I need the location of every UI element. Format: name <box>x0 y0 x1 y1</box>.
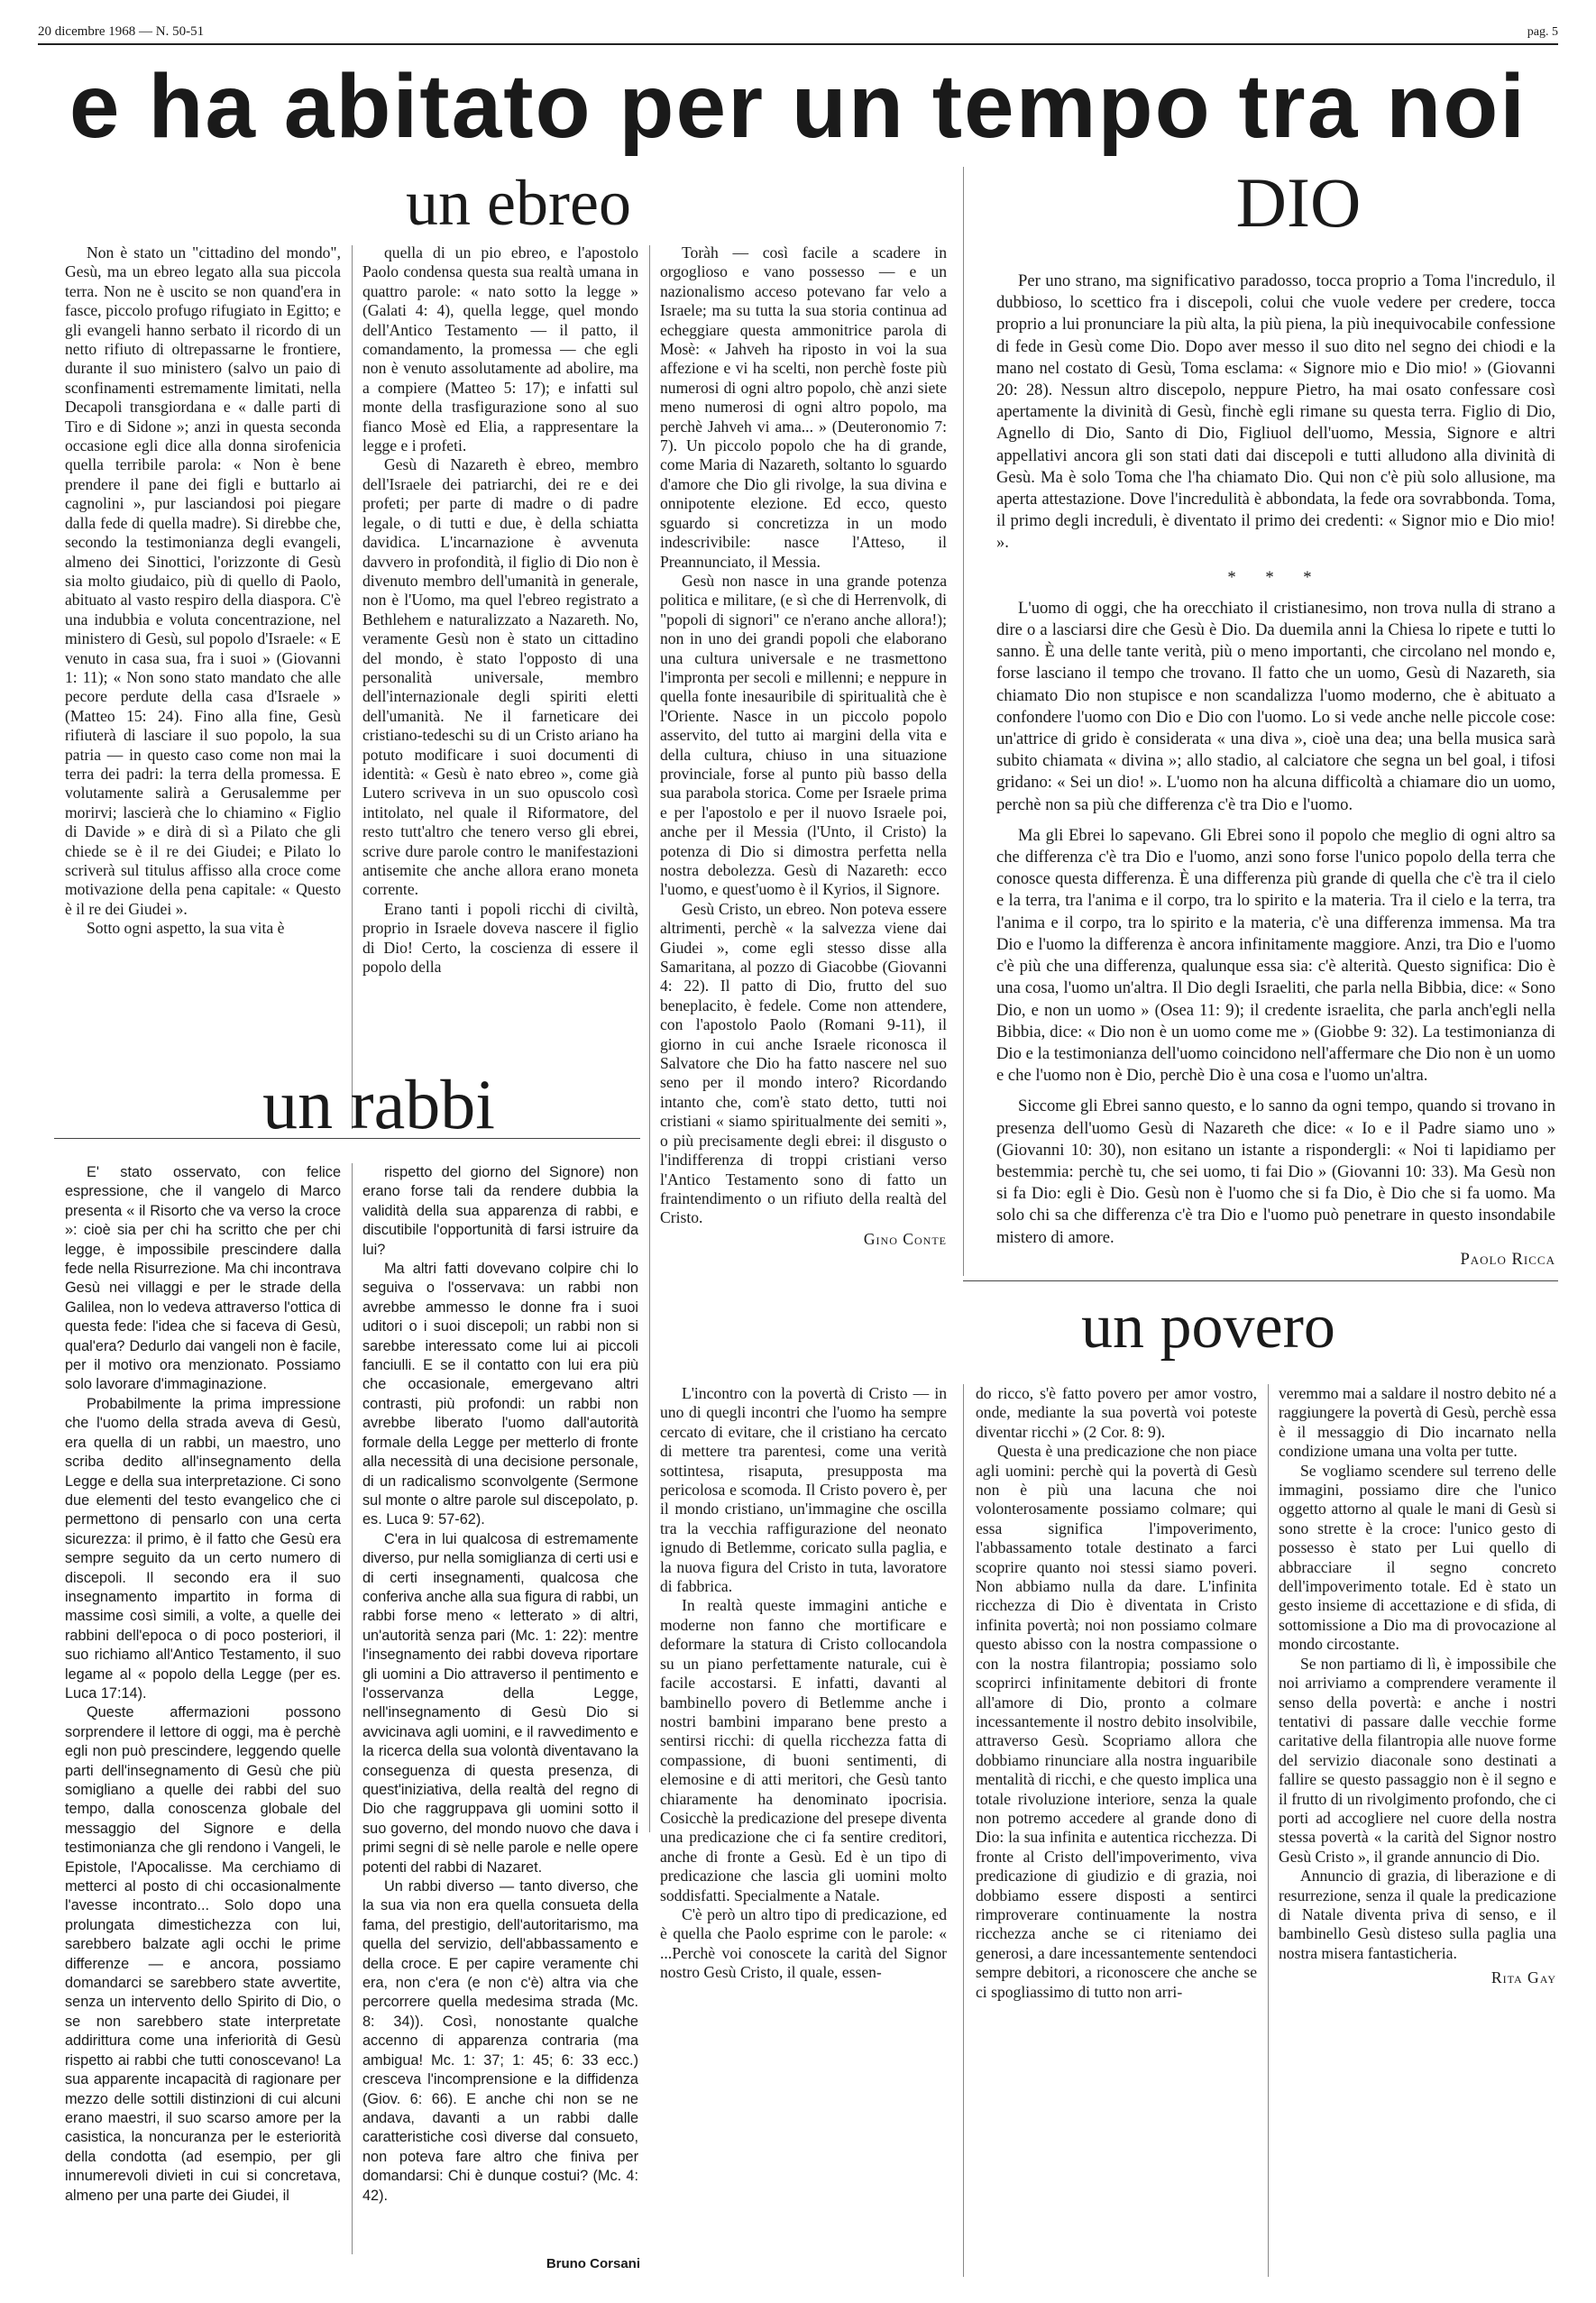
paragraph: C'era in lui qualcosa di estremamente diverso, pur nella somiglianza di certi usi e di certi insegnamenti, qualcosa che conferiva anche alla sua figura di rabbi, un rabbi forse meno « letterato » di altri, un'autorità senza pari (Mc. 1: 22): mentre l'insegnamento dei rabbi doveva riportare gli uomini a Dio attraverso il pentimento e l'osservanza della Legge, nell'insegnamento di Gesù Dio si avvicinava agli uomini, e il ravvedimento e la ricerca della sua volontà diventavano la conseguenza di questa presenza, di quest'iniziativa, della realtà del regno di Dio che raggruppava gli uomini sotto il suo governo, del mondo nuovo che dava i primi segni di sè nelle parole e nelle opere potenti del rabbi di Nazaret. <box>362 1530 638 1876</box>
paragraph: Ma altri fatti dovevano colpire chi lo seguiva o l'osservava: un rabbi non avrebbe ammesso le donne fra i suoi uditori o i suoi discepoli; un rabbi non si sarebbe interessato come lui ai piccoli fanciulli. E se il contatto con lui era più che occasionale, emergevano altri contrasti, più profondi: un rabbi non avrebbe liberato l'uomo dall'autorità formale della Legge per metterlo di fronte alla necessità di una decisione personale, di un radicalismo sconvolgente (Sermone sul monte o altre parole sul discepolato, p. es. Luca 9: 57-62). <box>362 1261 638 1528</box>
paragraph: Toràh — così facile a scadere in orgoglioso e vano possesso — e un nazionalismo acceso potevano far velo a Israele; ma su tutta la sua storia continua ad echeggiare questa ammonitrice parola di Mosè: « Jahveh ha riposto in voi la sua affezione e vi ha scelti, non perchè foste più numerosi di ogni altro popolo, chè anzi siete meno numerosi di ogni altro popolo, ma perchè Jahveh vi ama... » (Deuteronomio 7: 7). Un piccolo popolo che ha di grande, come Maria di Nazareth, soltanto lo sguardo d'amore che Dio gli rivolge, la sua divina e onnipotente elezione. Ed ecco, questo sguardo si concretizza in un modo indescrivibile: nasce l'Atteso, il Preannunciato, il Messia. <box>660 243 947 571</box>
paragraph: C'è però un altro tipo di predicazione, ed è quella che Paolo esprime con le parole: « ...Perchè voi conoscete la carità del Signor nostro Gesù Cristo, il quale, essen- <box>660 1904 947 1982</box>
paragraph: In realtà queste immagini antiche e moderne non fanno che mortificare e deformare la statura di Cristo collocandola su un piano perfettamente naturale, cui è facile accostarsi. E infatti, davanti al bambinello povero di Betlemme anche i nostri bambini imparano bene presto a sentirsi ricchi: di quella ricchezza fatta di compassione, di buoni sentimenti, di elemosine e di atti meritori, che Gesù tanto chiaramente ha denominato ipocrisia. Cosicchè la predicazione del presepe diventa una predicazione che ci fa sentire creditori, anche di fronte a Gesù. Ed è un tipo di predicazione che lascia gli uomini molto soddisfatti. Specialmente a Natale. <box>660 1596 947 1904</box>
paragraph: Ma gli Ebrei lo sapevano. Gli Ebrei sono il popolo che meglio di ogni altro sa che differenza c'è tra Dio e l'uomo, anzi sono forse l'unico popolo della terra che conosce questa differenza. È una differenza più grande di quella che c'è tra il cielo e la terra, tra l'anima e il corpo, tra lo spirito e la materia. Tra il cielo e la terra, tra l'anima e il corpo, tra lo spirito e la materia, c'è una differenza immensa. Ma tra Dio e l'uomo la differenza è ancora infinitamente maggiore. Anzi, tra Dio e l'uomo c'è più che una differenza, qualunque essa sia: c'è alterità. Questo significa: Dio è una cosa, l'uomo un'altra. Il Dio degli Israeliti, che parla nella Bibbia, dice: « Sono Dio, e non un uomo » (Osea 11: 9); il credente israelita, che parla anch'egli nella Bibbia, dice: « Dio non è un uomo come me » (Giobbe 9: 32). La testimonianza di Dio e la testimonianza dell'uomo coincidono nell'affermare che Dio non è un uomo e che l'uomo non è Dio, perchè Dio è una cosa e l'uomo un'altra. <box>996 825 1555 1086</box>
signature-bruno-corsani: Bruno Corsani <box>546 2256 640 2271</box>
paragraph: Gesù di Nazareth è ebreo, membro dell'Israele dei patriarchi, dei re e dei profeti; per parte di madre o di padre legale, o di tutti e due, è della schiatta davidica. L'incarnazione è avvenuta davvero in profondità, il figlio di Dio non è divenuto membro dell'umanità in generale, non è l'Uomo, ma quel l'ebreo registrato a Bethlehem e naturalizzato a Nazareth. No, veramente Gesù non è stato un cittadino del mondo, è stato l'opposto di una personalità universale, membro dell'internazionale degli spiriti eletti dell'umanità. Ne il farneticare dei cristiano-tedeschi su di un Cristo ariano ha potuto modificare i suoi documenti di identità: « Gesù è nato ebreo », come già Lutero scriveva in un suo opuscolo così intitolato, nel quale il Riformatore, del resto tutt'altro che tenero verso gli ebrei, scrive dure parole contro le manifestazioni antisemite che anche allora erano moneta corrente. <box>362 455 638 899</box>
paragraph: Annuncio di grazia, di liberazione e di resurrezione, senza il quale la predicazione di Natale diventa priva di senso, e il bambinello Gesù disteso sulla paglia una nostra misera fantasticheria. <box>1279 1867 1556 1962</box>
rabbi-column-2 <box>362 1163 638 2272</box>
paragraph: Se non partiamo di lì, è impossibile che noi arriviamo a comprendere veramente il senso della povertà: e anche i nostri tentativi di passare dalle vecchie forme caritative della filantropia alle nuove forme del servizio diaconale sono destinati a fallire se questo passaggio non è il segno e il frutto di un rivolgimento profondo, che ci porti ad accogliere nel cuore della nostra stessa povertà « la carità del Signor nostro Gesù Cristo », il grande annuncio di Dio. <box>1279 1654 1556 1866</box>
column-rule <box>649 245 650 1832</box>
signature-gino-conte: Gino Conte <box>863 1229 947 1248</box>
paragraph: Per uno strano, ma significativo paradosso, tocca proprio a Toma l'incredulo, il dubbioso, lo scettico fra i discepoli, colui che vuole vedere per credere, tocca proprio a lui pronunciare la più alta, la più piena, la più inequivocabile confessione di fede in Gesù come Dio. Dopo aver messo il suo dito nel segno dei chiodi e la mano nel costato di Gesù, Toma esclama: « Signore mio e Dio mio! » (Giovanni 20: 28). Nessun altro discepolo, neppure Pietro, ha mai osato confessare così apertamente la divinità di Gesù, finchè egli rimane su questa terra. Figlio di Dio, Agnello di Dio, Santo di Dio, Figliuol dell'uomo, Messia, Signore e altri appellativi ancora gli son stati dati dai discepoli e tutti alludono alla divinità di Gesù. Ma è solo Toma che l'ha chiamato Dio. Qui non c'è più solo allusione, ma aperta attestazione. Dove l'incredulità è abbondata, la fede ora sovrabbonda. Toma, il primo degli increduli, è diventato il primo dei credenti: « Signor mio e Dio mio! ». <box>996 271 1555 553</box>
section-title-rabbi: un rabbi <box>262 1065 495 1143</box>
povero-column-1 <box>660 1384 947 2286</box>
paragraph: Se vogliamo scendere sul terreno delle immagini, possiamo dire che l'unico oggetto attorno al quale le mani di Gesù si sono strette è la croce: l'unico gesto di possesso è stato per Lui quello di abbracciare il segno concreto dell'impoverimento totale. Ed è stato un gesto insieme di accettazione e di sfida, di sottomissione a Dio ma di provocazione al mondo circostante. <box>1279 1461 1556 1654</box>
povero-column-3 <box>1279 1384 1556 2286</box>
paragraph: Gesù Cristo, un ebreo. Non poteva essere altrimenti, perchè « la salvezza viene dai Giudei », come egli stesso disse alla Samaritana, al pozzo di Giacobbe (Giovanni 4: 22). Il patto di Dio, frutto del suo beneplacito, è fedele. Come non attendere, con l'apostolo Paolo (Romani 9-11), il giorno in cui anche Israele riconosca il Salvatore che Dio ha fatto nascere nel suo seno per il mondo intero? Ricordando intanto che, com'è stato detto, tutti noi cristiani « siamo spiritualmente dei semiti », o più precisamente degli ebrei: il disgusto o l'indifferenza di troppi cristiani verso l'Antico Testamento sono di fatto un fraintendimento o un rifiuto della realtà del Cristo. <box>660 899 947 1227</box>
page-number: pag. 5 <box>1527 25 1558 39</box>
section-title-dio: DIO <box>1235 163 1362 242</box>
section-title-povero: un povero <box>1081 1292 1335 1362</box>
section-separator: * * * <box>1227 567 1325 587</box>
main-headline: e ha abitato per un tempo tra noi <box>69 56 1527 157</box>
paragraph: Questa è una predicazione che non piace agli uomini: perchè qui la povertà di Gesù non è più una lacuna che noi volonterosamente possiamo colmare; qui essa significa l'impoverimento, l'abbassamento totale destinato a farci scoprire quanto noi stessi siamo poveri. Non abbiamo nulla da dare. L'infinita ricchezza di Dio è diventata in Cristo infinita povertà; noi non possiamo colmare questo abisso con la nostra compassione o con la nostra filantropia; possiamo solo scoprirci infinitamente debitori di fronte all'amore di Dio, pronto a colmare incessantemente il nostro debito insolvibile, attraverso Gesù. Scopriamo allora che dobbiamo rinunciare alla nostra inguaribile mentalità di ricchi, e che questo implica una totale rivoluzione interiore, senza la quale non potremo accedere al grande dono di Dio: la sua infinita e autentica ricchezza. Di fronte al Cristo dell'impoverimento, viva predicazione di giudizio e di grazia, noi dobbiamo essere disposti a sentirci rimproverare continuamente la nostra ricchezza anche se ci riteniamo dei generosi, a dare incessantemente sentendoci sempre debitori, a riconoscere che anche se ci spogliassimo di tutto non arri- <box>976 1442 1257 2001</box>
paragraph: Sotto ogni aspetto, la sua vita è <box>87 919 285 938</box>
paragraph: Un rabbi diverso — tanto diverso, che la sua via non era quella consueta della fama, del prestigio, dell'autoritarismo, ma quella del servizio, dell'abbassamento e della croce. E per capire veramente chi era, non c'era (e non c'è) altra via che percorrere quella medesima strada (Mc. 8: 34)). Così, nonostante qualche accenno di apparenza contraria (ma ambigua! Mc. 1: 37; 1: 45; 6: 33 ecc.) cresceva l'incomprensione e la diffidenza (Giov. 6: 66). E anche chi non se ne andava, davanti a un rabbi dalle caratteristiche così diverse dal consueto, non poteva fare altro che finiva per domandarsi: Chi è dunque costui? (Mc. 4: 42). <box>362 1878 638 2204</box>
paragraph: Siccome gli Ebrei sanno questo, e lo sanno da ogni tempo, quando si trovano in presenza dell'uomo Gesù di Nazareth che dice: « Io e il Padre siamo uno » (Giovanni 10: 30), non esitano un istante a rispondergli: « Noi ti lapidiamo per bestemmia: perchè tu, che sei uomo, ti fai Dio » (Giovanni 10: 33). Ma Gesù non si fa Dio: egli è Dio. Gesù non è l'uomo che si fa Dio, è Dio che si fa uomo. Ma solo chi sa che differenza c'è tra Dio e l'uomo può penetrare in questo insondabile mistero di amore. <box>996 1096 1555 1247</box>
paragraph: do ricco, s'è fatto povero per amor vostro, onde, mediante la sua povertà voi poteste diventar ricchi » (2 Cor. 8: 9). <box>976 1384 1257 1441</box>
column-rule <box>1268 1384 1269 2277</box>
column-rule <box>352 245 353 1129</box>
paragraph: L'incontro con la povertà di Cristo — in uno di quegli incontri che l'uomo ha sempre cercato di evitare, che il cristiano ha cercato di mettere tra parentesi, come una verità sottintesa, risaputa, presupposta ma pericolosa e scomoda. Il Cristo povero è, per il mondo cristiano, un'immagine che oscilla tra la vecchia raffigurazione del neonato ignudo di Betlemme, coricato sulla paglia, e la nuova figura del Cristo in tuta, lavoratore di fabbrica. <box>660 1384 947 1596</box>
signature-rita-gay: Rita Gay <box>1491 1968 1556 1987</box>
paragraph: veremmo mai a saldare il nostro debito né a raggiungere la povertà di Gesù, perchè essa è il messaggio di Dio incarnato nella condizione umana una volta per tutte. <box>1279 1384 1556 1461</box>
column-rule <box>963 1384 964 2277</box>
column-rule <box>352 1163 353 2254</box>
section-title-ebreo: un ebreo <box>406 167 631 239</box>
paragraph: Erano tanti i popoli ricchi di civiltà, proprio in Israele doveva nascere il figlio di Dio! Certo, la coscienza di essere il popolo della <box>362 899 638 977</box>
signature-paolo-ricca: Paolo Ricca <box>1460 1249 1555 1269</box>
paragraph: quella di un pio ebreo, e l'apostolo Paolo condensa questa sua realtà umana in quattro parole: « nato sotto la legge » (Galati 4: 4), quella legge, quel mondo dell'Antico Testamento — il patto, il comandamento, la promessa — che egli non è venuto assolutamente ad abolire, ma a compiere (Matteo 5: 17); e infatti sul monte della trasfigurazione sono al suo fianco Mosè ed Elia, a rappresentare la legge e i profeti. <box>362 243 638 455</box>
dio-column <box>996 271 1555 1271</box>
ebreo-column-2 <box>362 243 638 1136</box>
povero-column-2 <box>976 1384 1257 2286</box>
paragraph: Gesù non nasce in una grande potenza politica e militare, (e sì che di Herrenvolk, di "popoli di signori" ce n'erano anche allora!); non in uno dei grandi popoli che elaborano una cultura universale e ne trasmettono l'impronta per secoli e millenni; e neppure in quella fonte inesauribile di spiritualità che è l'Oriente. Nasce in un piccolo popolo asservito, del tutto ai margini della vita e della cultura, chiuso in una situazione provinciale, forse al punto più basso della sua parabola storica. Come per Israele prima e per l'apostolo e per il nuovo Israele poi, anche per il Messia (l'Unto, il Cristo) la potenza di Dio si dimostra perfetta nella nostra debolezza. Gesù di Nazareth: ecco l'uomo, e quest'uomo è il Kyrios, il Signore. <box>660 571 947 899</box>
column-rule <box>963 167 964 1276</box>
rabbi-column-1 <box>65 1163 341 2263</box>
paragraph: Probabilmente la prima impressione che l'uomo della strada aveva di Gesù, era quella di un rabbi, un maestro, uno scriba dedito all'insegnamento della Legge e della sua interpretazione. Ci sono due elementi del testo evangelico che ci permettono di pensarlo con una certa sicurezza: il primo, è il fatto che Gesù era sempre seguito da un certo numero di discepoli. Il secondo era il suo insegnamento impartito in forma di massime così simili, a volte, a quelle dei rabbini dell'epoca o di poco posteriori, il suo richiamo all'Antico Testamento, il suo legame al « popolo della Legge (per es. Luca 17:14). <box>65 1395 341 1702</box>
page-header <box>38 16 1558 45</box>
paragraph: rispetto del giorno del Signore) non erano forse tali da rendere dubbia la validità della sua apparenza di rabbi, e discutibile l'opportunità di farsi istruire da lui? <box>362 1164 638 1258</box>
paragraph: Queste affermazioni possono sorprendere il lettore di oggi, ma è perchè egli non può prescindere, leggendo quelle parti dell'insegnamento di Gesù che più somigliano a quelle dei rabbi del suo tempo, dalla conoscenza globale del messaggio del Signore e della testimonianza che gli rendono i Vangeli, le Epistole, l'Apocalisse. Ma cerchiamo di metterci al posto di chi occasionalmente l'avesse incontrato... Solo dopo una prolungata dimestichezza con lui, sarebbero balzate agli occhi le prime differenze — e ancora, possiamo domandarci se sarebbero state avvertite, senza un intervento dello Spirito di Dio, o se non sarebbero state interpretate addirittura come una inferiorità di Gesù rispetto ai rabbi che tutti conoscevano! La sua apparente incapacità di ragionare per mezzo delle sottili distinzioni di cui alcuni erano maestri, il suo scarso amore per la casistica, la noncuranza per le esteriorità della condotta (ad esempio, per gli innumerevoli divieti in cui si concretava, almeno per una parte dei Giudei, il <box>65 1704 341 2204</box>
section-rule <box>963 1280 1558 1281</box>
ebreo-column-1 <box>65 243 341 1136</box>
paragraph: Non è stato un "cittadino del mondo", Gesù, ma un ebreo legato alla sua piccola terra. Non ne è uscito se non quand'era in fasce, piccolo profugo rifugiato in Egitto; e gli evangeli hanno serbato il ricordo di un netto rifiuto di oltrepassarne le frontiere, durante il suo ministero (salvo un paio di sconfinamenti estremamente limitati, nella Decapoli transgiordana e « dalle parti di Tiro e di Sidone »; anzi in questa seconda occasione egli dice alla donna sirofenicia quella terribile parola: « Non è bene prendere il pane dei figli e buttarlo ai cagnolini », pur lasciandosi poi piegare dalla fede di quella madre). Si direbbe che, secondo la testimonianza degli evangeli, almeno dei Sinottici, l'orizzonte di Gesù sia molto giudaico, più di quello di Paolo, abituato al vasto respiro della diaspora. C'è una indubbia e voluta concentrazione, nel ministero di Gesù, sul popolo d'Israele: « E venuto in casa sua, fra i suoi » (Giovanni 1: 11); « Non sono stato mandato che alle pecore perdute della casa d'Israele » (Matteo 15: 24). Fino alla fine, Gesù rifiuterà di lasciare il suo popolo, la sua patria — in questo caso come non mai la terra dei padri: la terra della promessa. E volutamente salirà a Gerusalemme per morirvi; lascierà che lo chiamino « Figlio di Davide » e dirà di sì a Pilato che gli chiede se è il re dei Giudei; e Pilato lo scriverà sul titulus affisso alla croce come motivazione della pena capitale: « Questo è il re dei Giudei ». <box>65 243 341 918</box>
paragraph: E' stato osservato, con felice espressione, che il vangelo di Marco presenta « il Risorto che va verso la croce »: cioè sia per chi ha scritto che per chi legge, è impossibile prescindere dalla fede nella Risurrezione. Ma chi incontrava Gesù nei villaggi e per le strade della Galilea, non lo vedeva attraverso l'ottica di questa fede: l'idea che si faceva di Gesù, qual'era? Dedurlo dai vangeli non è facile, per il motivo ora menzionato. Possiamo solo lavorare d'immaginazione. <box>65 1164 341 1393</box>
paragraph: L'uomo di oggi, che ha orecchiato il cristianesimo, non trova nulla di strano a dire o a lasciarsi dire che Gesù è Dio. Da duemila anni la Chiesa lo ripete e tutti lo sanno. È una delle tante verità, più o meno importanti, che circolano nel mondo e, forse lasciano il tempo che trovano. Il fatto che un uomo, Gesù di Nazareth, sia chiamato Dio non stupisce e non scandalizza l'uomo moderno, che è abituato a confondere l'uomo con Dio e Dio con l'uomo. Lo si vede anche nelle piccole cose: un'attrice di grido è considerata « una diva », cioè una dea; una bella musica sarà subito chiamata « divina »; allo stadio, al calciatore che segna un bel goal, i tifosi gridano: « Sei un dio! ». L'uomo non ha alcuna difficoltà a chiamare dio un uomo, perchè non sa più che differenza c'è tra Dio e l'uomo. <box>996 598 1555 814</box>
issue-date: 20 dicembre 1968 — N. 50-51 <box>38 24 205 39</box>
